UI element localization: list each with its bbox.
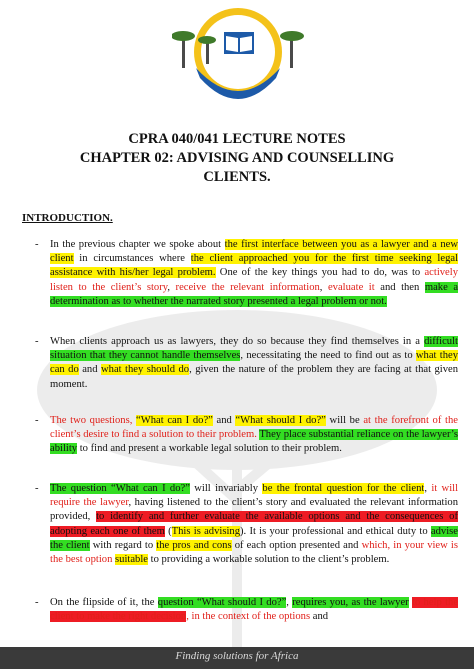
- text-segment: will be: [325, 415, 364, 426]
- bullet-dash: -: [35, 239, 39, 250]
- university-name: UNIVERSITY OF LIMPOPO: [197, 83, 279, 113]
- bullet-dash: -: [35, 483, 39, 494]
- text-segment: advise the client: [50, 525, 458, 551]
- text-segment: and then: [374, 281, 425, 293]
- text-segment: the first interface between you as a lawyer and a new client: [50, 239, 458, 265]
- list-item: [22, 238, 458, 309]
- text-segment: The two questions,: [50, 415, 137, 426]
- text-segment: , given the nature of the problem they are facing at that given moment.: [50, 364, 459, 390]
- footer-bar: [0, 647, 474, 669]
- section-heading: INTRODUCTION.: [22, 212, 113, 224]
- text-segment: ). It is your professional and ethical duty to: [240, 525, 431, 537]
- text-segment: One of the key things you had to do, was to: [215, 267, 425, 279]
- text-segment: “What can I do?”: [136, 415, 213, 426]
- text-segment: The question “What can I do?”: [50, 483, 190, 494]
- paragraph: [50, 482, 458, 567]
- text-segment: requires you, as the lawyer: [292, 597, 409, 608]
- footer-tagline: Finding solutions for Africa: [175, 650, 299, 662]
- text-segment: what they can do: [50, 350, 458, 376]
- list-item: [22, 482, 458, 567]
- course-title: CPRA 040/041 LECTURE NOTES: [128, 131, 346, 147]
- text-segment: to providing a workable solution to the client’s problem.: [148, 554, 390, 566]
- text-segment: which, in your view is the best option: [50, 539, 458, 566]
- text-segment: it will require the lawyer: [50, 483, 459, 509]
- text-segment: evaluate it: [327, 281, 375, 293]
- text-segment: receive the relevant information: [175, 281, 320, 293]
- text-segment: , necessitating the need to find out as to: [240, 350, 416, 362]
- text-segment: the pros and cons: [156, 539, 232, 551]
- text-segment: , in the context of the options: [186, 611, 311, 623]
- paragraph: [50, 414, 458, 457]
- chapter-title: CHAPTER 02: ADVISING AND COUNSELLING: [79, 150, 395, 166]
- text-segment: (: [164, 525, 172, 537]
- bullet-dash: -: [35, 597, 39, 608]
- text-segment: in circumstances where: [73, 253, 191, 265]
- text-segment: suitable: [115, 554, 148, 566]
- text-segment: On the flipside of it, the: [50, 597, 158, 608]
- text-segment: ,: [319, 281, 328, 293]
- text-segment: , having listened to the client’s story and evaluated the relevant information provided,: [50, 497, 458, 523]
- bullet-dash: -: [35, 336, 39, 347]
- text-segment: of each option presented and: [231, 539, 362, 551]
- tree-watermark: [0, 270, 474, 650]
- text-segment: make a determination as to whether the narrated story presented a legal problem or not.: [50, 281, 459, 307]
- text-segment: at the forefront of the client’s desire to find a solution to their problem.: [50, 415, 458, 441]
- paragraph: [50, 335, 458, 392]
- text-segment: and: [78, 364, 101, 376]
- text-segment: and: [310, 611, 329, 623]
- list-item: [22, 596, 458, 624]
- text-segment: question “What should I do?”: [157, 597, 287, 608]
- text-segment: difficult situation that they cannot handle themselves: [50, 336, 458, 362]
- text-segment: ,: [424, 483, 432, 494]
- list-item: [22, 414, 458, 457]
- text-segment: They place substantial reliance on the lawyer’s ability: [50, 429, 458, 455]
- text-segment: In the previous chapter we spoke about: [50, 239, 225, 250]
- text-segment: ,: [286, 597, 293, 608]
- bullet-dash: -: [35, 415, 39, 426]
- text-segment: to identify and further evaluate the available options and the consequences of adopting each one of them: [50, 511, 458, 537]
- paragraph: [50, 238, 458, 309]
- text-segment: with regard to: [89, 539, 157, 551]
- list-item: [22, 335, 458, 392]
- text-segment: to help the client to make the right decision: [50, 597, 459, 623]
- text-segment: what they should do: [101, 364, 190, 376]
- text-segment: actively listen to the client’s story: [50, 267, 458, 293]
- chapter-title-continued: CLIENTS.: [203, 169, 271, 185]
- text-segment: When clients approach us as lawyers, they do so because they find themselves in a: [50, 336, 425, 347]
- text-segment: “What should I do?”: [235, 415, 326, 426]
- text-segment: and: [212, 415, 236, 426]
- paragraph: [50, 596, 458, 624]
- text-segment: the client approached you for the first time seeking legal assistance with his/her legal problem.: [50, 253, 459, 279]
- open-book-icon: [224, 32, 254, 54]
- text-segment: to find and present a workable legal solution to their problem.: [77, 443, 342, 455]
- text-segment: This is advising: [171, 525, 240, 537]
- text-segment: be the frontal question for the client: [262, 483, 425, 494]
- text-segment: ,: [167, 281, 176, 293]
- university-logo: [172, 4, 304, 120]
- text-segment: will invariably: [189, 483, 263, 494]
